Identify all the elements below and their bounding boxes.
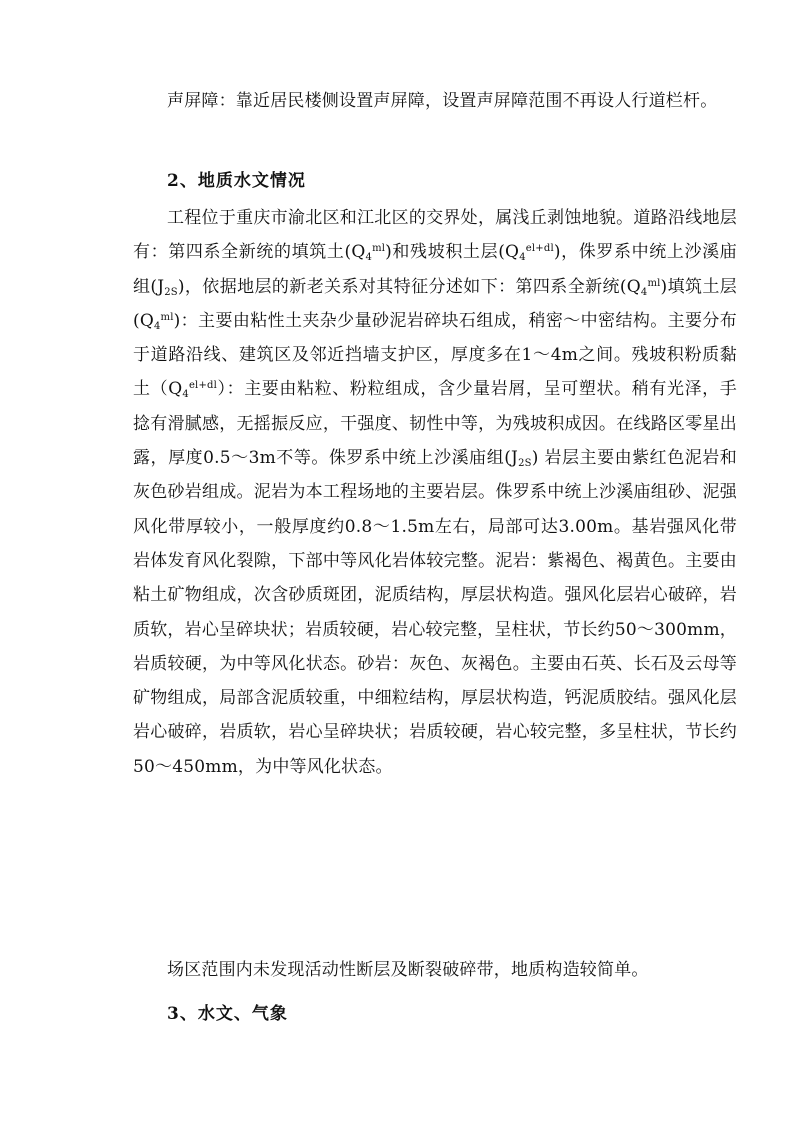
paragraph-geology bbox=[133, 201, 737, 784]
superscript: ml bbox=[647, 277, 661, 289]
subscript: 4 bbox=[182, 389, 189, 401]
text-run: )和残坡积土层(Q bbox=[385, 242, 520, 263]
superscript: el+dl bbox=[188, 380, 218, 392]
subscript: 2S bbox=[164, 286, 178, 298]
superscript: el+dl bbox=[525, 243, 554, 255]
subscript: 2S bbox=[518, 458, 532, 470]
text-run: )，依据地层的新老关系对其特征分述如下：第四系全新统(Q bbox=[177, 276, 641, 297]
paragraph-sound-barrier: 声屏障：靠近居民楼侧设置声屏障，设置声屏障范围不再设人行道栏杆。 bbox=[167, 91, 718, 111]
text-run: )填筑土层(Q bbox=[133, 276, 737, 331]
text-run: 工程位于重庆市渝北区和江北区的交界处，属浅丘剥蚀地貌。道路沿线地层有：第四系全新统的填筑土(Q bbox=[133, 208, 737, 263]
subscript: 4 bbox=[365, 252, 373, 264]
paragraph-fault-note: 场区范围内未发现活动性断层及断裂破碎带，地质构造较简单。 bbox=[167, 960, 649, 980]
superscript: ml bbox=[160, 311, 174, 323]
text-run: )，侏罗系中统上沙溪庙组(J bbox=[133, 242, 737, 297]
text-run: )：主要由粘性土夹杂少量砂泥岩碎块石组成，稍密～中密结构。主要分布于道路沿线、建筑区及邻近挡墙支护区，厚度多在1～4m之间。残坡积粉质黏土（Q bbox=[133, 310, 737, 400]
subscript: 4 bbox=[153, 320, 161, 332]
heading-geology-hydrology: 2、地质水文情况 bbox=[167, 171, 306, 191]
heading-hydrology-weather: 3、水文、气象 bbox=[167, 1004, 288, 1024]
subscript: 4 bbox=[519, 252, 526, 264]
text-run: ）：主要由粘粒、粉粒组成，含少量岩屑，呈可塑状。稍有光泽，手捻有滑腻感，无摇振反应，干强度、韧性中等，为残坡积成因。在线路区零星出露，厚度0.5～3m不等。侏罗系中统上沙溪庙组(J bbox=[133, 379, 737, 469]
subscript: 4 bbox=[640, 286, 648, 298]
text-run: ) 岩层主要由紫红色泥岩和灰色砂岩组成。泥岩为本工程场地的主要岩层。侏罗系中统上沙溪庙组砂、泥强风化带厚较小，一般厚度约0.8～1.5m左右，局部可达3.00m。基岩强风化带岩体发育风化裂隙，下部中等风化岩体较完整。泥岩：紫褐色、褐黄色。主要由粘土矿物组成，次含砂质斑团，泥质结构，厚层状构造。强风化层岩心破碎，岩质软，岩心呈碎块状；岩质较硬，岩心较完整，呈柱状，节长约50～300mm，岩质较硬，为中等风化状态。砂岩：灰色、灰褐色。主要由石英、长石及云母等矿物组成，局部含泥质较重，中细粒结构，厚层状构造，钙泥质胶结。强风化层岩心破碎，岩质软，岩心呈碎块状；岩质较硬，岩心较完整，多呈柱状，节长约50～450mm，为中等风化状态。 bbox=[133, 448, 737, 777]
superscript: ml bbox=[372, 243, 386, 255]
